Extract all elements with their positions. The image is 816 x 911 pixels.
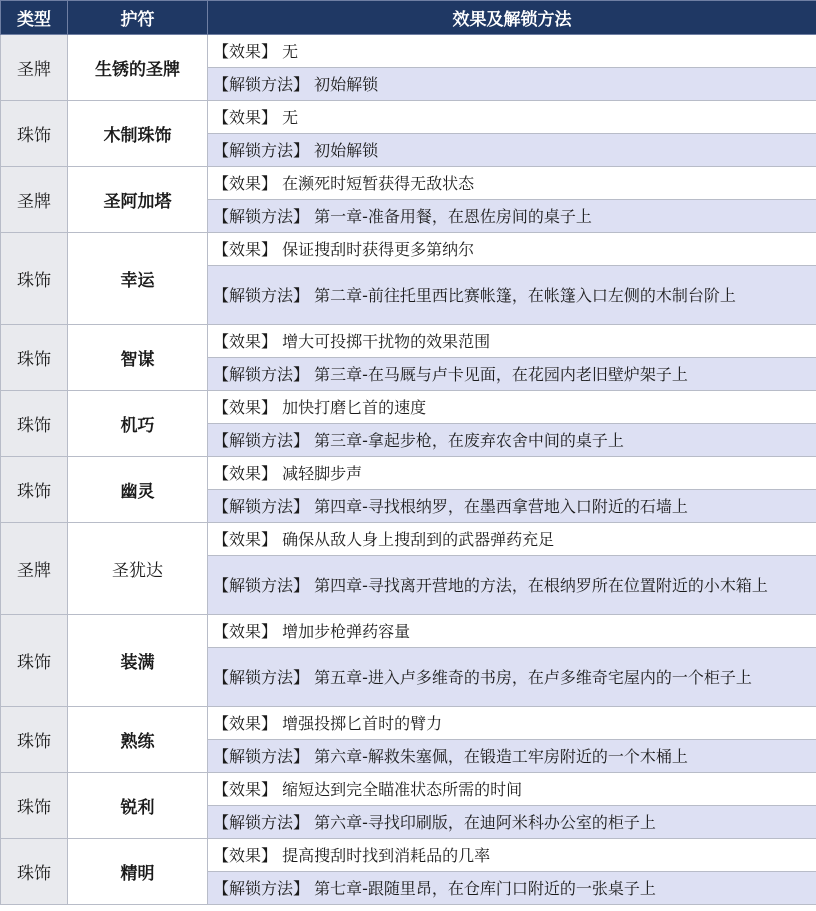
effect-text: 提高搜刮时找到消耗品的几率 bbox=[282, 845, 491, 865]
effect-cell bbox=[208, 35, 816, 68]
amulet-type-cell: 圣牌 bbox=[1, 35, 68, 101]
unlock-label: 【解锁方法】 bbox=[213, 667, 310, 687]
unlock-label: 【解锁方法】 bbox=[213, 496, 310, 516]
amulet-name-cell: 机巧 bbox=[68, 391, 208, 457]
unlock-text: 初始解锁 bbox=[314, 74, 379, 94]
unlock-text: 第六章-解救朱塞佩，在锻造工牢房附近的一个木桶上 bbox=[314, 746, 688, 766]
amulet-type-cell: 珠饰 bbox=[1, 457, 68, 523]
unlock-text: 第三章-在马厩与卢卡见面，在花园内老旧壁炉架子上 bbox=[314, 364, 688, 384]
header-type: 类型 bbox=[1, 1, 68, 35]
table-row bbox=[1, 101, 816, 134]
effect-cell bbox=[208, 101, 816, 134]
unlock-text: 第二章-前往托里西比赛帐篷，在帐篷入口左侧的木制台阶上 bbox=[314, 285, 736, 305]
unlock-label: 【解锁方法】 bbox=[213, 140, 310, 160]
amulet-type-cell: 珠饰 bbox=[1, 325, 68, 391]
unlock-label: 【解锁方法】 bbox=[213, 878, 310, 898]
effect-label: 【效果】 bbox=[213, 331, 278, 351]
unlock-label: 【解锁方法】 bbox=[213, 812, 310, 832]
effect-label: 【效果】 bbox=[213, 173, 278, 193]
table-row bbox=[1, 773, 816, 806]
amulet-type-cell: 珠饰 bbox=[1, 391, 68, 457]
amulet-type-cell: 圣牌 bbox=[1, 523, 68, 615]
unlock-cell bbox=[208, 806, 816, 839]
effect-label: 【效果】 bbox=[213, 107, 278, 127]
unlock-text: 第一章-准备用餐，在恩佐房间的桌子上 bbox=[314, 206, 592, 226]
unlock-cell bbox=[208, 740, 816, 773]
amulet-type-cell: 珠饰 bbox=[1, 233, 68, 325]
unlock-cell bbox=[208, 68, 816, 101]
unlock-text: 第四章-寻找根纳罗，在墨西拿营地入口附近的石墙上 bbox=[314, 496, 688, 516]
table-row bbox=[1, 35, 816, 68]
table-row bbox=[1, 167, 816, 200]
unlock-label: 【解锁方法】 bbox=[213, 285, 310, 305]
effect-text: 加快打磨匕首的速度 bbox=[282, 397, 427, 417]
amulet-type-cell: 珠饰 bbox=[1, 615, 68, 707]
effect-cell bbox=[208, 615, 816, 648]
effect-text: 无 bbox=[282, 41, 299, 61]
effect-text: 保证搜刮时获得更多第纳尔 bbox=[282, 239, 475, 259]
amulet-name-cell: 生锈的圣牌 bbox=[68, 35, 208, 101]
unlock-cell bbox=[208, 134, 816, 167]
unlock-label: 【解锁方法】 bbox=[213, 74, 310, 94]
amulet-type-cell: 珠饰 bbox=[1, 773, 68, 839]
amulet-type-cell: 圣牌 bbox=[1, 167, 68, 233]
unlock-label: 【解锁方法】 bbox=[213, 364, 310, 384]
unlock-cell bbox=[208, 490, 816, 523]
header-desc: 效果及解锁方法 bbox=[208, 1, 816, 35]
unlock-text: 第三章-拿起步枪，在废弃农舍中间的桌子上 bbox=[314, 430, 624, 450]
effect-text: 增强投掷匕首时的臂力 bbox=[282, 713, 443, 733]
amulet-name-cell: 幽灵 bbox=[68, 457, 208, 523]
header-name: 护符 bbox=[68, 1, 208, 35]
effect-text: 减轻脚步声 bbox=[282, 463, 363, 483]
effect-label: 【效果】 bbox=[213, 779, 278, 799]
unlock-cell bbox=[208, 424, 816, 457]
unlock-text: 第七章-跟随里昂，在仓库门口附近的一张桌子上 bbox=[314, 878, 656, 898]
effect-cell bbox=[208, 391, 816, 424]
effect-cell bbox=[208, 457, 816, 490]
effect-cell bbox=[208, 325, 816, 358]
table-row bbox=[1, 523, 816, 556]
table-row bbox=[1, 457, 816, 490]
amulet-name-cell: 幸运 bbox=[68, 233, 208, 325]
effect-cell bbox=[208, 707, 816, 740]
table-row bbox=[1, 615, 816, 648]
amulet-name-cell: 圣阿加塔 bbox=[68, 167, 208, 233]
amulet-type-cell: 珠饰 bbox=[1, 839, 68, 905]
effect-label: 【效果】 bbox=[213, 621, 278, 641]
effect-label: 【效果】 bbox=[213, 713, 278, 733]
effect-label: 【效果】 bbox=[213, 239, 278, 259]
effect-cell bbox=[208, 167, 816, 200]
table-row bbox=[1, 233, 816, 266]
unlock-cell bbox=[208, 358, 816, 391]
unlock-label: 【解锁方法】 bbox=[213, 206, 310, 226]
effect-text: 无 bbox=[282, 107, 299, 127]
unlock-label: 【解锁方法】 bbox=[213, 575, 310, 595]
table-row bbox=[1, 839, 816, 872]
amulet-name-cell: 圣犹达 bbox=[68, 523, 208, 615]
effect-cell bbox=[208, 839, 816, 872]
amulet-name-cell: 锐利 bbox=[68, 773, 208, 839]
effect-text: 增大可投掷干扰物的效果范围 bbox=[282, 331, 491, 351]
unlock-cell bbox=[208, 266, 816, 325]
table-row bbox=[1, 707, 816, 740]
unlock-cell bbox=[208, 648, 816, 707]
table-row bbox=[1, 325, 816, 358]
amulet-name-cell: 熟练 bbox=[68, 707, 208, 773]
amulet-name-cell: 精明 bbox=[68, 839, 208, 905]
table-row bbox=[1, 391, 816, 424]
unlock-cell bbox=[208, 200, 816, 233]
table-body bbox=[1, 35, 816, 905]
unlock-cell bbox=[208, 872, 816, 905]
effect-label: 【效果】 bbox=[213, 41, 278, 61]
effect-label: 【效果】 bbox=[213, 397, 278, 417]
effect-label: 【效果】 bbox=[213, 529, 278, 549]
effect-text: 增加步枪弹药容量 bbox=[282, 621, 411, 641]
unlock-text: 第六章-寻找印刷版，在迪阿米科办公室的柜子上 bbox=[314, 812, 656, 832]
effect-cell bbox=[208, 773, 816, 806]
effect-text: 确保从敌人身上搜刮到的武器弹药充足 bbox=[282, 529, 555, 549]
amulet-type-cell: 珠饰 bbox=[1, 101, 68, 167]
effect-cell bbox=[208, 233, 816, 266]
effect-label: 【效果】 bbox=[213, 845, 278, 865]
unlock-label: 【解锁方法】 bbox=[213, 746, 310, 766]
table-header bbox=[1, 1, 816, 35]
amulet-name-cell: 智谋 bbox=[68, 325, 208, 391]
effect-label: 【效果】 bbox=[213, 463, 278, 483]
amulet-name-cell: 装满 bbox=[68, 615, 208, 707]
amulet-type-cell: 珠饰 bbox=[1, 707, 68, 773]
effect-text: 在濒死时短暂获得无敌状态 bbox=[282, 173, 475, 193]
unlock-text: 初始解锁 bbox=[314, 140, 379, 160]
unlock-cell bbox=[208, 556, 816, 615]
effect-cell bbox=[208, 523, 816, 556]
amulet-name-cell: 木制珠饰 bbox=[68, 101, 208, 167]
unlock-text: 第四章-寻找离开营地的方法，在根纳罗所在位置附近的小木箱上 bbox=[314, 575, 768, 595]
unlock-text: 第五章-进入卢多维奇的书房，在卢多维奇宅屋内的一个柜子上 bbox=[314, 667, 752, 687]
effect-text: 缩短达到完全瞄准状态所需的时间 bbox=[282, 779, 523, 799]
unlock-label: 【解锁方法】 bbox=[213, 430, 310, 450]
